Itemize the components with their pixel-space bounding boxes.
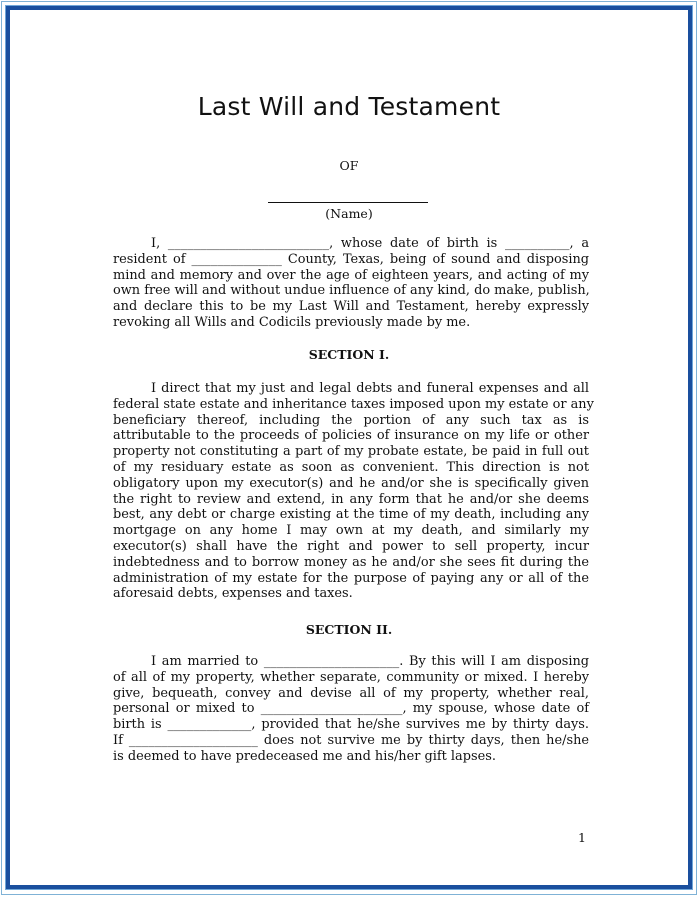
name-signature-line [268, 202, 428, 203]
of-label: OF [339, 158, 359, 173]
section-2-line: I am married to _____________________. By this will I am disposing [151, 654, 589, 669]
section-2-line: of all of my property, whether separate, community or mixed. I hereby [113, 669, 589, 685]
section-1-line: obligatory upon my executor(s) and he and/or she is specifically given [113, 475, 589, 491]
intro-paragraph [113, 236, 589, 331]
section-1-line: administration of my estate for the purpose of paying any or all of the [113, 570, 589, 586]
section-2-paragraph [113, 654, 589, 765]
section-2-heading: SECTION II. [305, 622, 393, 637]
section-1-heading: SECTION I. [308, 347, 390, 362]
page-number: 1 [578, 830, 586, 845]
intro-line: I, _________________________, whose date of birth is __________, a [151, 236, 589, 251]
intro-line: and declare this to be my Last Will and Testament, hereby expressly [113, 299, 589, 315]
section-2-line: is deemed to have predeceased me and his/her gift lapses. [113, 748, 496, 764]
section-2-line: birth is _____________, provided that he/she survives me by thirty days. [113, 717, 589, 733]
section-1-line: mortgage on any home I may own at my death, and similarly my [113, 523, 589, 539]
intro-line: mind and memory and over the age of eighteen years, and acting of my [113, 267, 589, 283]
section-2-line: personal or mixed to ______________________, my spouse, whose date of [113, 701, 589, 717]
section-1-line: attributable to the proceeds of policies of insurance on my life or other [113, 428, 589, 444]
section-1-line: property not constituting a part of my probate estate, be paid in full out [113, 444, 589, 460]
section-1-line: aforesaid debts, expenses and taxes. [113, 586, 353, 602]
section-1-line: executor(s) shall have the right and power to sell property, incur [113, 538, 589, 554]
name-caption: (Name) [325, 206, 373, 221]
section-1-line: federal state estate and inheritance taxes imposed upon my estate or any [113, 396, 594, 412]
document-title: Last Will and Testament [197, 92, 501, 121]
section-1-line: indebtedness and to borrow money as he and/or she sees fit during the [113, 554, 589, 570]
intro-line: revoking all Wills and Codicils previously made by me. [113, 314, 471, 330]
section-1-line: of my residuary estate as soon as convenient. This direction is not [113, 459, 589, 475]
intro-line: own free will and without undue influence of any kind, do make, publish, [113, 283, 590, 299]
section-1-line: I direct that my just and legal debts and funeral expenses and all [151, 381, 589, 396]
section-2-line: give, bequeath, convey and devise all of my property, whether real, [113, 685, 589, 701]
section-1-paragraph [113, 381, 594, 602]
section-1-line: beneficiary thereof, including the portion of any such tax as is [113, 412, 589, 428]
section-1-line: the right to review and extend, in any form that he and/or she deems [113, 491, 589, 507]
intro-line: resident of ______________ County, Texas, being of sound and disposing [113, 251, 589, 267]
section-1-line: best, any debt or charge existing at the time of my death, including any [113, 507, 589, 523]
document-page [10, 10, 688, 885]
section-2-line: If ____________________ does not survive me by thirty days, then he/she [113, 732, 589, 748]
